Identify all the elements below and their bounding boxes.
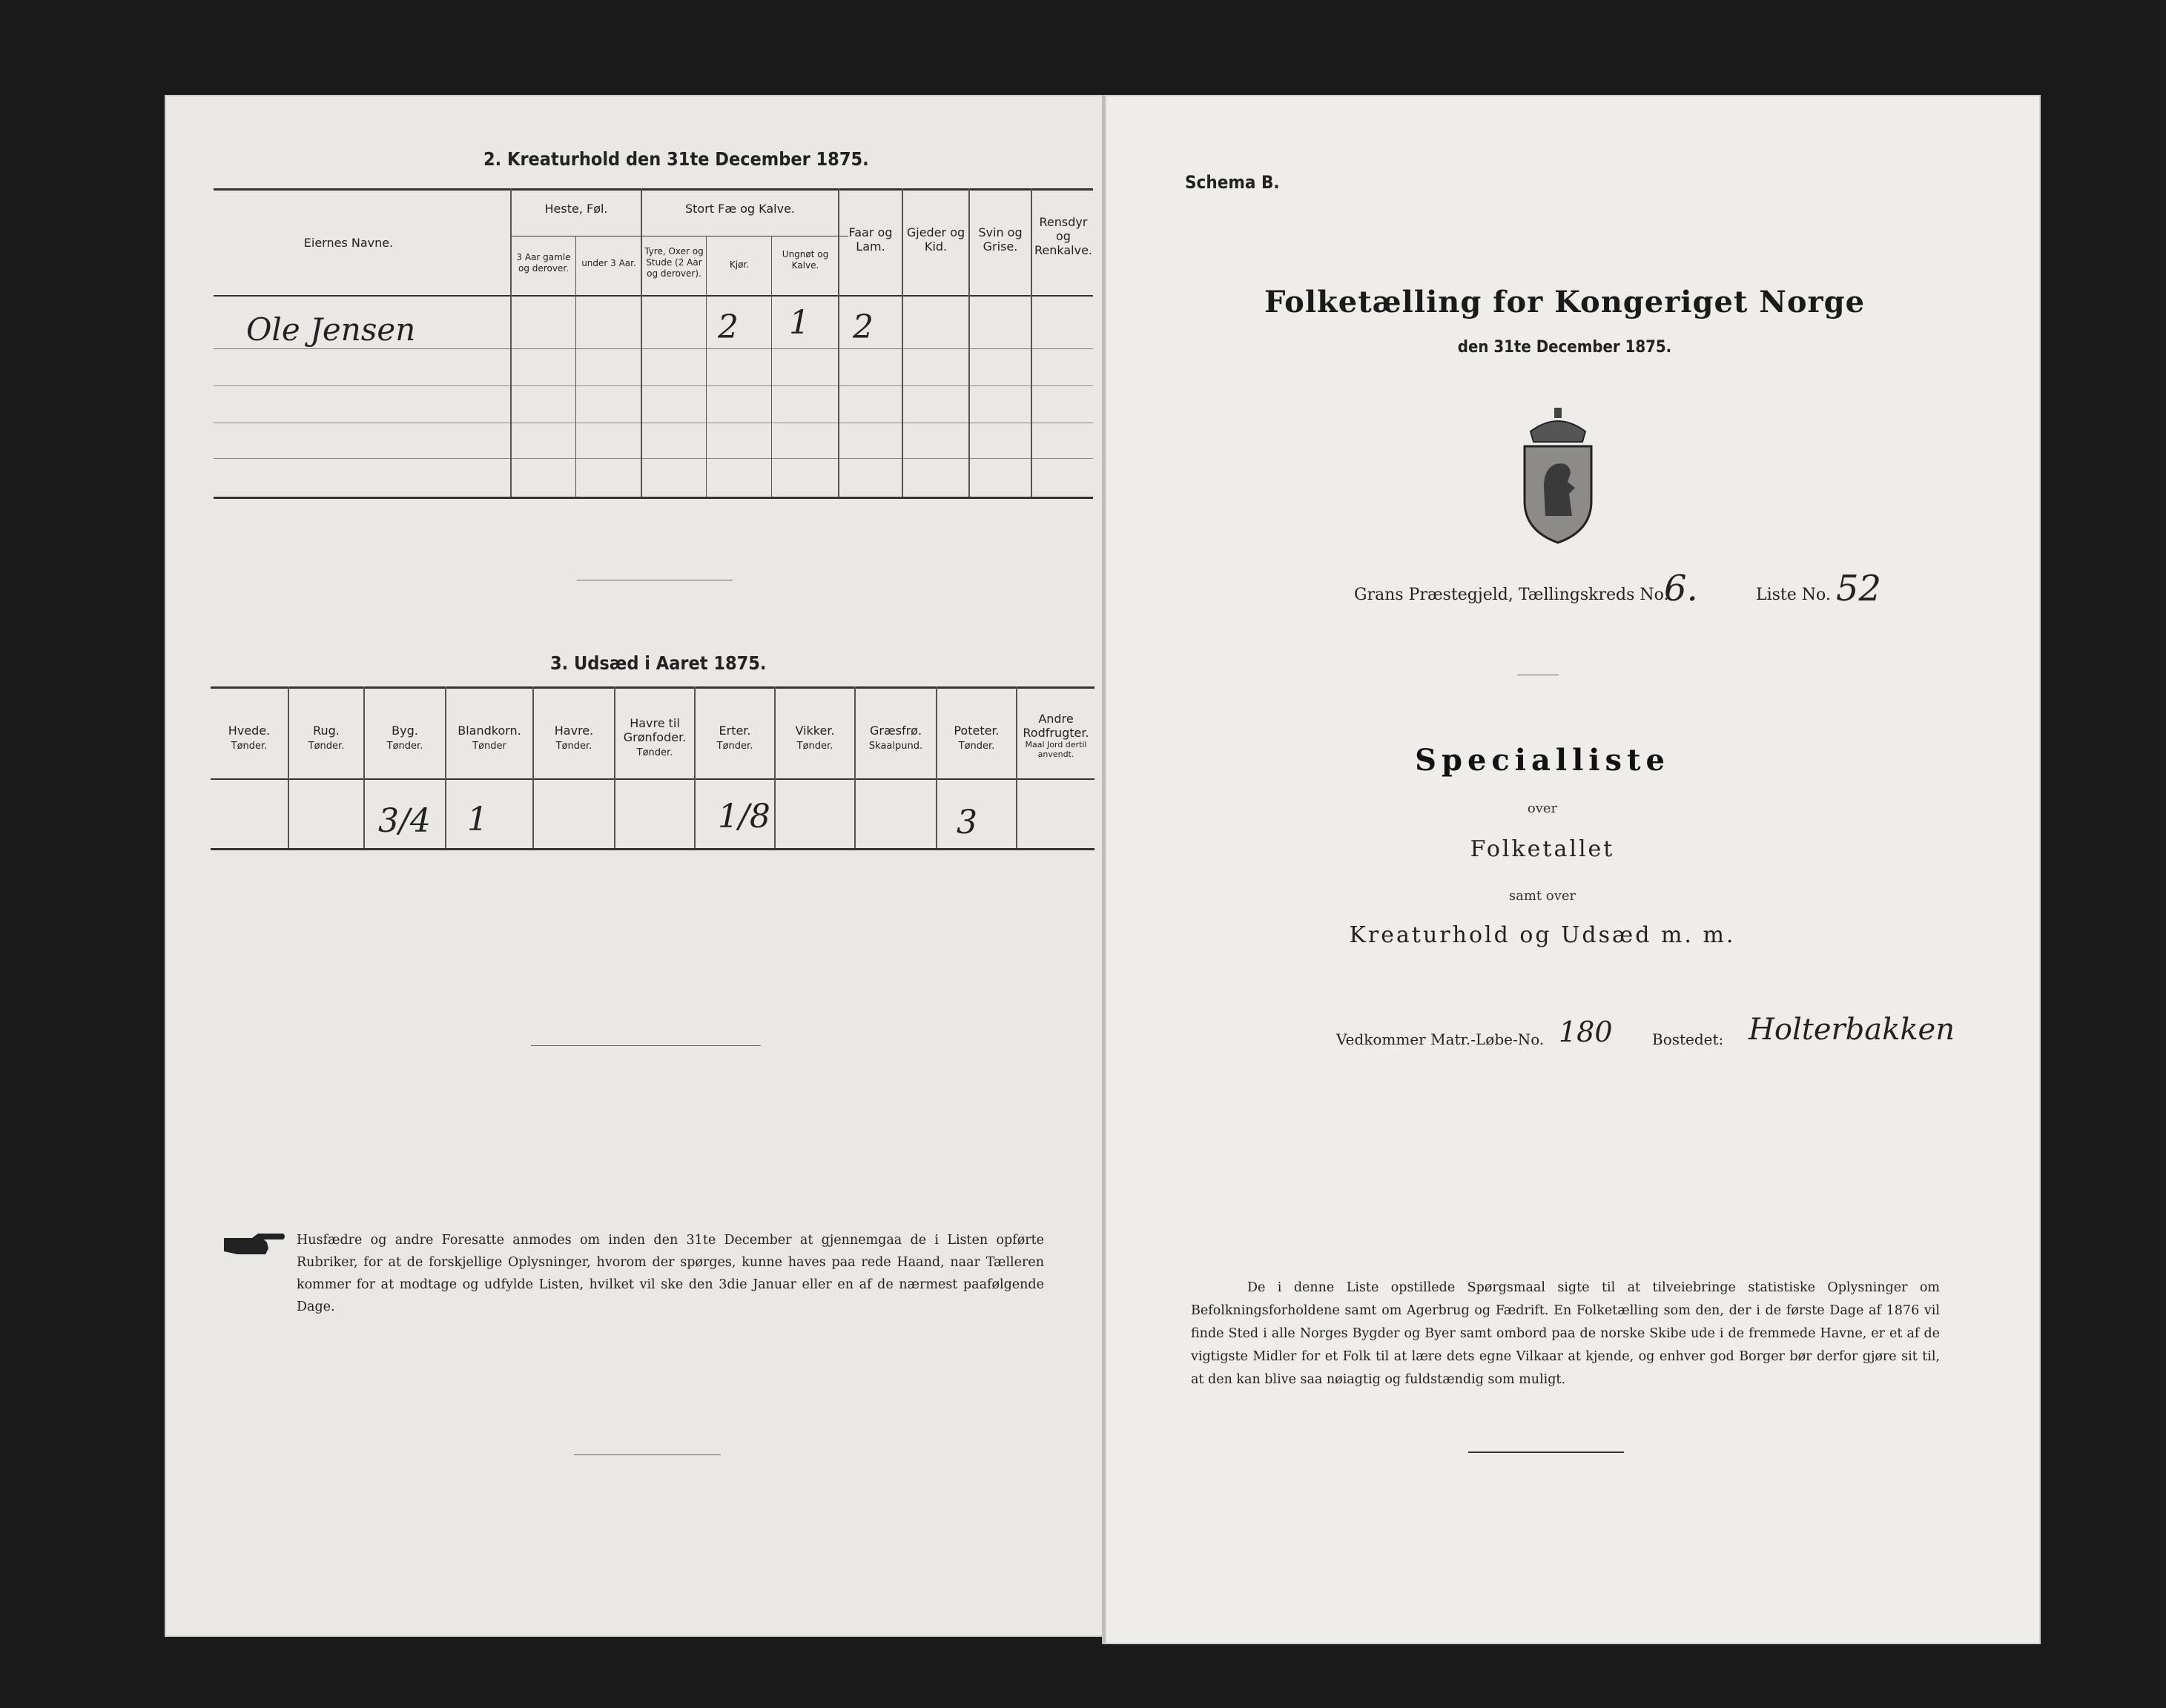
table3-header-rule: [211, 778, 1094, 780]
over-text: over: [1527, 801, 1558, 816]
header-poteter: Poteter. Tønder.: [954, 724, 1000, 752]
header-horses-sub1: 3 Aar gamle og derover.: [516, 252, 571, 274]
matr-number: 180: [1559, 1016, 1613, 1048]
notice-text: Husfædre og andre Foresatte anmodes om inden den 31te December at gjennemgaa de i Listen opførte Rubriker, for at de forskjellige Oplysninger, hvorom der spørges, kunne haves paa rede Haand, naar Tælleren kommer for at modtage og udfylde Listen, hvilket vil ske den 3die Januar eller en af de nærmest paafølgende Dage.: [297, 1233, 1044, 1314]
divider: [531, 1045, 761, 1046]
footer-explanation: De i denne Liste opstillede Spørgsmaal sigte til at tilveiebringe statistiske Oplysninger om Befolkningsforholdene samt om Agerbrug og Fædrift. En Folketælling som den, der i de første Dage af 1876 vil finde Sted i alle Norges Bygder og Byer samt ombord paa de norske Skibe ude i de fremmede Havne, er et af de vigtigste Midler for et Folk til at lære dets egne Vilkaar at kjende, og enhver god Borger bør derfor gjøre sit til, at den kan blive saa nøiagtig og fuldstændig som muligt.: [1191, 1280, 1940, 1387]
header-sheep: Faar og Lam.: [848, 225, 893, 254]
value-erter: 1/8: [718, 798, 770, 835]
coat-of-arms-icon: [1517, 405, 1599, 546]
table3-col-line: [854, 686, 856, 848]
count-faar: 2: [853, 308, 874, 346]
header-graesfro: Græsfrø. Skaalpund.: [868, 724, 923, 752]
specialliste-heading: Specialliste: [1415, 743, 1670, 778]
table3-col-line: [774, 686, 776, 848]
table3-col-line: [363, 686, 365, 848]
header-owner: Eiernes Navne.: [303, 236, 394, 250]
section2-title: 2. Kreaturhold den 31te December 1875.: [483, 148, 869, 170]
table3-top-rule: [211, 686, 1094, 689]
table3-col-line: [445, 686, 446, 848]
table2-row-rule-2: [214, 385, 1093, 386]
header-andre-rodfrugter: Andre Rodfrugter. Maal Jord dertil anvendt.: [1023, 712, 1089, 759]
table3-bottom-rule: [211, 848, 1094, 850]
table2-col-line: [510, 188, 512, 497]
header-pigs: Svin og Grise.: [978, 225, 1023, 254]
table2-col-line: [771, 236, 772, 497]
census-title: Folketælling for Kongeriget Norge: [1264, 285, 1866, 320]
table2-col-line: [706, 236, 707, 497]
header-horses-sub2: under 3 Aar.: [581, 258, 636, 268]
table3-col-line: [694, 686, 696, 848]
header-erter: Erter. Tønder.: [716, 724, 753, 752]
table2-col-line: [575, 236, 576, 497]
divider: [574, 1454, 721, 1455]
header-horses: Heste, Føl.: [544, 202, 608, 216]
header-havre-gronfoder: Havre til Grønfoder. Tønder.: [623, 716, 687, 758]
pointing-hand-icon: [222, 1231, 286, 1257]
header-reindeer: Rensdyr og Renkalve.: [1034, 215, 1092, 257]
table2-col-line: [641, 188, 642, 497]
table3-col-line: [614, 686, 615, 848]
table2-top-rule: [214, 188, 1093, 191]
header-cattle-sub3: Ungnøt og Kalve.: [782, 249, 829, 271]
header-cattle-sub2: Kjør.: [729, 259, 750, 270]
header-cattle-sub1: Tyre, Oxer og Stude (2 Aar og derover).: [644, 246, 704, 279]
header-vikker: Vikker. Tønder.: [795, 724, 835, 752]
kreds-number: 6.: [1664, 568, 1698, 609]
table3-col-line: [532, 686, 534, 848]
section3-title: 3. Udsæd i Aaret 1875.: [550, 652, 767, 674]
bosted-label: Bostedet:: [1652, 1030, 1724, 1048]
table2-bottom-rule: [214, 497, 1093, 499]
value-blandkorn: 1: [467, 801, 488, 838]
schema-label: Schema B.: [1185, 172, 1280, 193]
right-page: [1105, 95, 2041, 1644]
header-hvede: Hvede. Tønder.: [228, 724, 271, 752]
table3-col-line: [936, 686, 937, 848]
kreaturhold-text: Kreaturhold og Udsæd m. m.: [1349, 922, 1736, 948]
table2-header-rule: [214, 295, 1093, 297]
divider: [1468, 1452, 1624, 1453]
bosted-value: Holterbakken: [1749, 1013, 1955, 1047]
table2-row-rule-4: [214, 458, 1093, 459]
header-havre: Havre. Tønder.: [554, 724, 594, 752]
samt-over-text: samt over: [1508, 888, 1576, 904]
value-byg: 3/4: [378, 802, 431, 840]
table3-col-line: [1016, 686, 1017, 848]
parish-label: Grans Præstegjeld, Tællingskreds No.: [1354, 586, 1669, 604]
folketallet-text: Folketallet: [1470, 836, 1615, 862]
count-kjor: 2: [718, 308, 739, 346]
owner-name: Ole Jensen: [246, 311, 416, 348]
liste-number: 52: [1836, 568, 1882, 609]
header-blandkorn: Blandkorn. Tønder: [458, 724, 521, 752]
header-goats: Gjeder og Kid.: [906, 225, 965, 254]
matr-label: Vedkommer Matr.-Løbe-No.: [1336, 1030, 1545, 1048]
liste-label: Liste No.: [1756, 586, 1831, 604]
count-ungnot: 1: [789, 304, 810, 342]
header-byg: Byg. Tønder.: [386, 724, 423, 752]
census-date: den 31te December 1875.: [1457, 338, 1672, 357]
value-poteter: 3: [957, 804, 977, 841]
table3-col-line: [288, 686, 289, 848]
header-cattle: Stort Fæ og Kalve.: [684, 202, 796, 216]
table2-row-rule-1: [214, 348, 1093, 349]
header-rug: Rug. Tønder.: [308, 724, 345, 752]
table2-col-line: [838, 188, 839, 497]
